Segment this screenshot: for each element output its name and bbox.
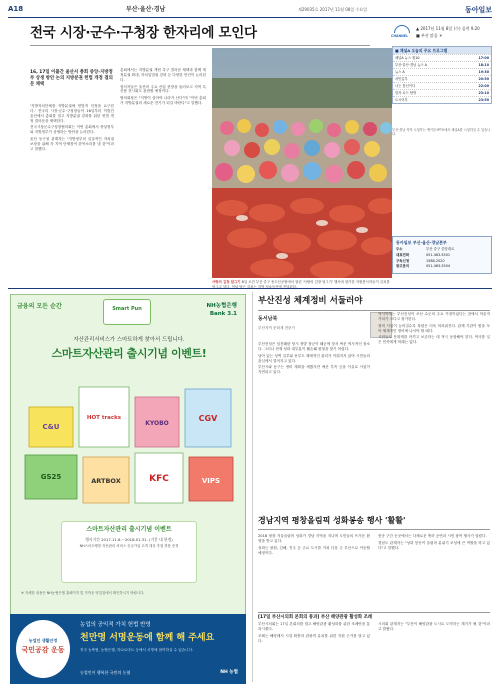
- ad-disclaimer: ※ 자세한 내용은 NH농협은행 홈페이지 및 가까운 영업점에서 확인하시기 바랍니다.: [21, 591, 145, 595]
- photo-caption-title: 사랑의 김장 담그기: [212, 280, 241, 284]
- paragraph: 부산시의회는 17일 본회의를 열고 해양관광 활성화를 위한 조례안을 통과시켰다.: [258, 622, 370, 631]
- paragraph: 참석자들은 울산의 주요 산업 현장을 둘러보고 지역 특산품 전시회도 관람할 예정이다.: [120, 84, 206, 94]
- paragraph: 시민들도 문화재를 아끼고 보존하는 데 적극 동참해야 한다. 역사를 잊은 민족에게 미래는 없다.: [378, 335, 490, 345]
- paragraph: 부산진성은 임진왜란 당시 정발 장군이 왜군에 맞서 싸운 역사적인 장소다. 그러나 현재 성곽 대부분이 훼손돼 원형을 찾기 어렵다.: [258, 342, 370, 351]
- paragraph: 울산 동구청 관계자는 "지방정부의 실질적인 자치권 보장을 위해 각 지역 단체장이 한목소리를 낼 것"이라고 말했다.: [30, 137, 114, 151]
- brand-label: KYOBO: [145, 420, 169, 427]
- channel-a-logo-icon: CHANNEL: [392, 24, 412, 42]
- page-number: A18: [8, 5, 24, 13]
- bureau-info-box: [392, 236, 492, 274]
- crowd-photo-image: [212, 48, 392, 278]
- kimchi-event-photo: [212, 48, 392, 289]
- nh-bank-advertisement[interactable]: [10, 294, 246, 648]
- event-description: NH스마트뱅킹 자산관리 서비스 신규가입 고객 대상 추첨 경품 증정: [79, 544, 179, 549]
- article-lede: 16, 17일 이틀간 울산서 총회 중앙-지방정부 상생 방안 논의 지방분권 헌법 개정 결의문 채택: [30, 70, 113, 87]
- paragraph: 봉송 구간 곳곳에서는 다채로운 축하 공연과 시민 참여 행사가 열렸다.: [378, 534, 487, 538]
- brand-label: ARTBOX: [91, 477, 121, 485]
- article2-body-b: [378, 534, 490, 553]
- ad-tagline: 금융의 모든 순간: [17, 303, 62, 310]
- bureau-row: 구독신청 1588-2020: [396, 258, 445, 263]
- article3-body-b: [378, 622, 490, 634]
- column-divider: [252, 292, 253, 682]
- article-column-1: [30, 104, 114, 154]
- column-body-a: [258, 342, 370, 377]
- paragraph: 전국시장군수구청장협의회는 이번 총회에서 중앙정부와 지방정부가 상생하는 방안을 논의한다.: [30, 125, 114, 135]
- program-row: 나는 몸신이다 22:00: [395, 84, 489, 89]
- nh-logo: NH 농협: [220, 670, 238, 675]
- paragraph: 정비 사업이 늦어질수록 복원은 더욱 어려워진다. 관계 기관이 힘을 모아 체계적인 정비에 나서야 할 때다.: [378, 323, 490, 333]
- program-row: 뉴스 A 19:30: [395, 69, 489, 74]
- paragraph: 남아 있는 성벽 일부와 문루도 체계적인 관리가 이뤄지지 않아 시민들의 관심에서 멀어지고 있다.: [258, 353, 370, 363]
- bureau-row: 대표전화 051-463-5501: [396, 252, 451, 257]
- ad2-description: 전국 농축협, 농협은행, 하나로마트 등에서 서명에 참여하실 수 있습니다.: [80, 648, 194, 652]
- paragraph: 총회에서는 지방분권 개헌 촉구 결의문 채택과 함께 재정분권 확대, 자치입법권 강화 등 다양한 안건이 논의된다.: [120, 68, 206, 82]
- photo-caption-text: 8일 오전 부산 중구 용두산공원에서 열린 '사랑의 김장 담그기' 행사에 참가한 자원봉사자들이 김치를 담그고 있다. 이날 담근 김치는 지역 저소득층에 전달된다.: [212, 280, 390, 289]
- event-title: 스마트자산관리 출시기념 이벤트: [86, 526, 172, 533]
- ad-subtitle: 자산관리서비스가 스마트하게 찾아서 드립니다.: [73, 337, 185, 343]
- paragraph: 경남도 관계자는 "성화 봉송이 올림픽 분위기 조성에 큰 역할을 하고 있다"고 말했다.: [378, 540, 490, 550]
- brand-label: HOT tracks: [86, 415, 122, 421]
- bureau-title: 동아일보 부산·울산·경남본부: [396, 240, 447, 245]
- writer-title: 부산지역 문화재 전문가: [258, 325, 295, 330]
- program-table: [392, 46, 492, 104]
- program-row: 밀착 로드 탐방 23:10: [395, 91, 489, 96]
- bureau-row: 광고문의 051-463-5504: [396, 264, 451, 269]
- paragraph: 성화는 창원, 김해, 진주 등 주요 도시를 거쳐 다음 주 부산으로 이동할 예정이다.: [258, 545, 370, 555]
- column-writer: [258, 316, 378, 331]
- brand-label: CGV: [198, 414, 218, 423]
- program-row: 채널A 뉴스 톱10 17:00: [395, 55, 489, 60]
- brand-label: KFC: [149, 474, 169, 484]
- section-title: 부산·울산·경남: [126, 6, 166, 13]
- event-info-box: [61, 521, 197, 583]
- section-divider: [8, 288, 492, 289]
- brand-label: GS25: [40, 473, 62, 481]
- program-table-title: ■ 채널A 오늘의 주요 프로그램: [393, 47, 491, 54]
- paragraph: 역사학계는 부산진성이 조선 수군의 주요 거점이었다는 점에서 학술적 가치가 크다고 평가한다.: [378, 312, 490, 321]
- column-body-b: [378, 312, 490, 347]
- paragraph: 부산시와 동구는 정비 계획을 세웠지만 예산 부족 등을 이유로 사업이 지연되고 있다.: [258, 365, 370, 375]
- article3-body-a: [258, 622, 370, 645]
- program-row: 서민갑부 20:50: [395, 77, 489, 82]
- newspaper-logo: 동아일보: [464, 5, 492, 14]
- paragraph: 시의회 관계자는 "부산이 해양관광 도시로 도약하는 계기가 될 것"이라고 밝혔다.: [378, 622, 490, 631]
- event-period: 행사기간 2017.11.6.~2018.01.31. (기간 내 한정): [85, 537, 173, 543]
- article3-headline: [17일 부산시의회 본회의 통과] 부산 해양관광 활성화 조례: [258, 612, 490, 621]
- channel-weather: ■ 부산 맑음 ☀: [416, 33, 443, 38]
- headline-divider: [258, 529, 490, 530]
- paragraph: '지방자치단체장 지방분권에 헌법적 인정을 요구한다.' 전국의 시장·군수·구청장들이 16일부터 이틀간 울산에서 총회를 열고 지방분권 강화를 위한 헌법 개정 결의문을 채택한다.: [30, 104, 114, 123]
- masthead: [8, 4, 492, 18]
- gift-boxes-illustration: [19, 367, 239, 521]
- program-row: 도시어부 23:50: [395, 98, 489, 103]
- nh-bank-logo: NH농협은행: [206, 303, 237, 309]
- ad-title: 스마트자산관리 출시기념 이벤트!: [51, 347, 207, 360]
- channel-note: 부산·경남 지역 시청자는 케이블·IPTV에서 채널A를 시청하실 수 있습니다.: [392, 128, 491, 137]
- bureau-row: 주소 부산 중구 중앙대로: [396, 247, 455, 252]
- headline-divider: [258, 310, 490, 311]
- nh-cooperative-advertisement[interactable]: [10, 614, 246, 684]
- smart-pun-logo-icon: Smart Pun: [103, 299, 151, 325]
- ad2-headline: 천만명 서명운동에 함께 해 주세요: [80, 633, 215, 643]
- brand-label: VIPS: [201, 477, 221, 485]
- paragraph: 2018 평창 겨울올림픽 성화가 경남 지역을 지나며 도민들의 뜨거운 환영을 받고 있다.: [258, 534, 370, 543]
- ad2-slogan: 농업인이 행복한 국민의 농협: [80, 670, 131, 675]
- paragraph: 조례는 해양레저 시설 확충과 관광객 유치를 위한 지원 근거를 담고 있다.: [258, 633, 370, 643]
- nh-bank-sub-logo: Bank 3.1: [209, 311, 237, 317]
- article-column-2: [120, 68, 206, 108]
- paragraph: 협의회장은 "지방이 살아야 나라가 산다"며 "이번 총회가 지방분권의 새로운 전기가 되길 바란다"고 말했다.: [120, 96, 206, 106]
- program-row: 부산·울산·경남 뉴스 A 18:10: [395, 62, 489, 67]
- ad2-line1: 농업의 공익적 가치 헌법 반영: [80, 622, 151, 628]
- column-headline: 부산진성 체계정비 서둘러야: [258, 296, 363, 306]
- writer-name: 동서남북: [258, 316, 278, 322]
- brand-label: C&U: [42, 423, 60, 431]
- issue-info: 제29035호 2017년 11월 08일 수요일: [298, 7, 368, 12]
- headline-divider: [30, 45, 370, 46]
- article2-body-a: [258, 534, 370, 557]
- article2-headline: 경남지역 평창올림픽 성화봉송 행사 '활활': [258, 516, 406, 525]
- campaign-badge-icon: 농업인 생활안정 국민공감 운동: [16, 620, 70, 678]
- main-headline: 전국 시장·군수·구청장 한자리에 모인다: [30, 25, 257, 41]
- channel-date: ▲ 2017년 11월 8일 (수) 음력 9.20: [416, 26, 480, 31]
